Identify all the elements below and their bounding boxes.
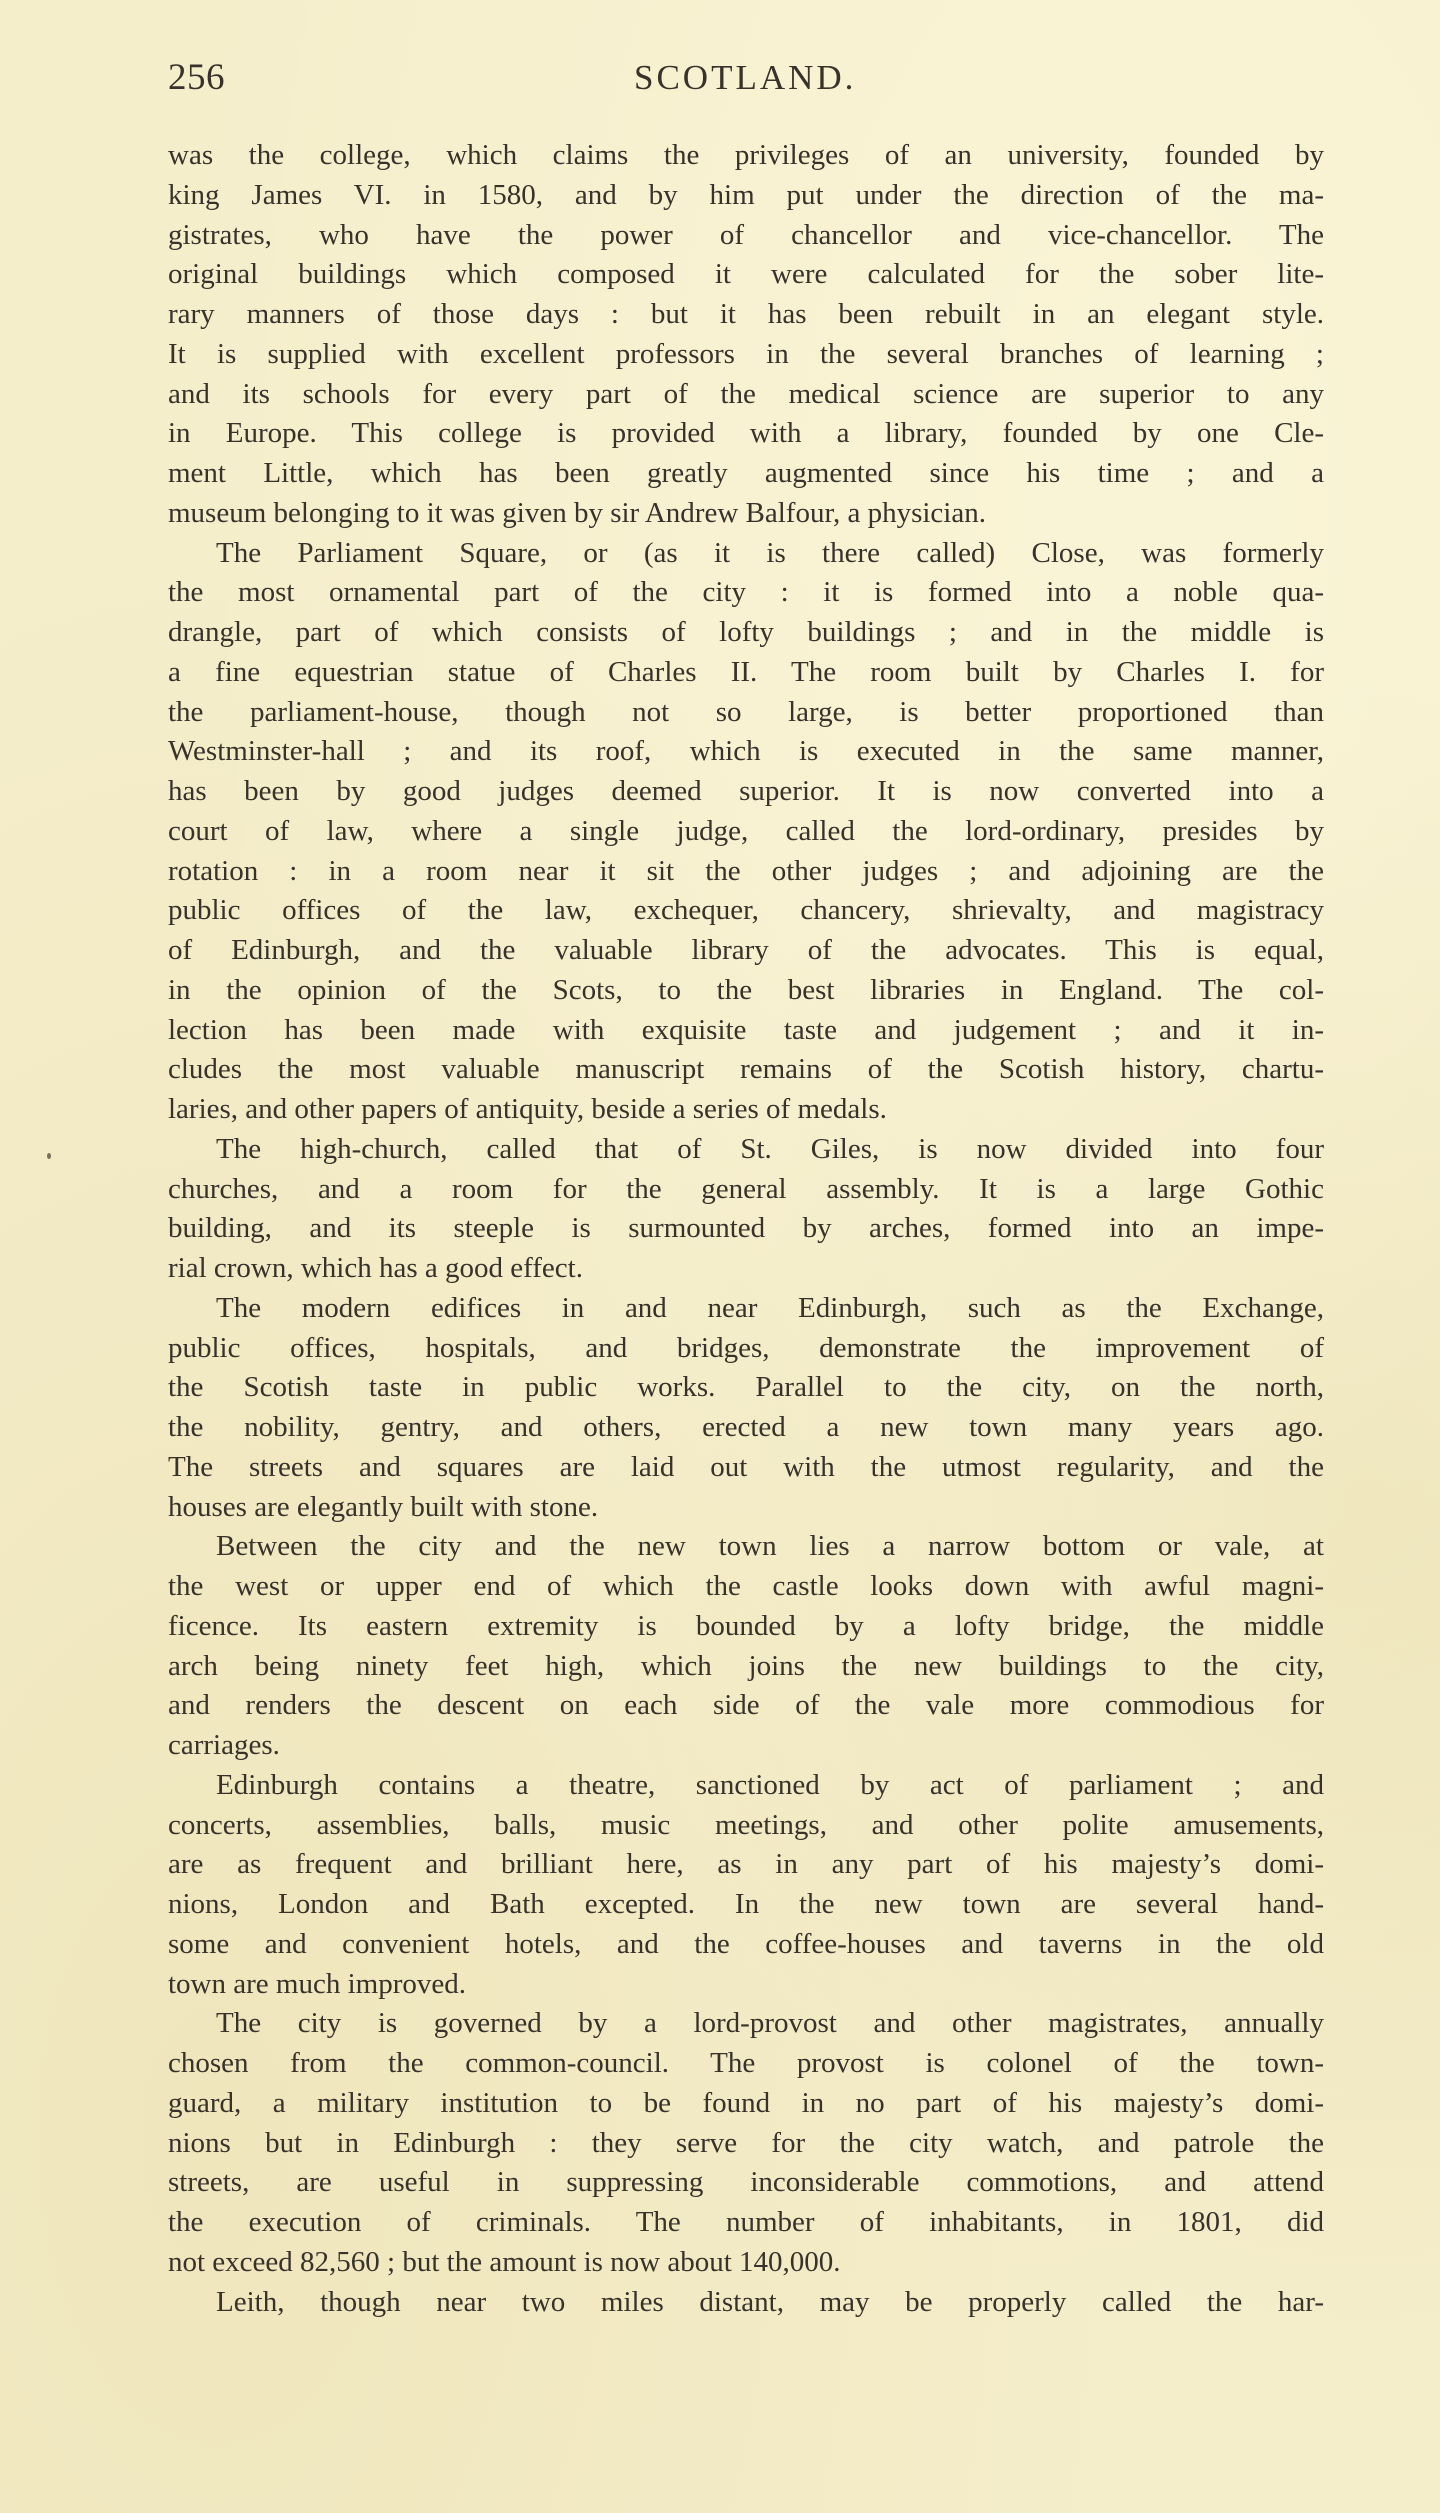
text-line: carriages.	[168, 1729, 280, 1761]
text-line: the most ornamental part of the city : it is formed into a noble qua-	[168, 576, 1324, 609]
text-line: museum belonging to it was given by sir Andrew Balfour, a physician.	[168, 496, 986, 529]
text-line: some and convenient hotels, and the coffee-houses and taverns in the old	[168, 1927, 1324, 1960]
text-line: public offices, hospitals, and bridges, demonstrate the improvement of	[168, 1331, 1324, 1364]
text-line: ficence. Its eastern extremity is bounded by a lofty bridge, the middle	[168, 1609, 1324, 1642]
text-line: Between the city and the new town lies a narrow bottom or vale, at	[216, 1530, 1324, 1563]
text-line: The city is governed by a lord-provost and other magistrates, annually	[216, 2007, 1324, 2040]
text-line: was the college, which claims the privileges of an university, founded by	[168, 139, 1324, 171]
text-line: king James VI. in 1580, and by him put under the direction of the ma-	[168, 178, 1324, 211]
text-line: gistrates, who have the power of chancellor and vice-chancellor. The	[168, 218, 1324, 251]
text-line: The modern edifices in and near Edinburgh, such as the Exchange,	[216, 1291, 1324, 1324]
text-line: chosen from the common-council. The provost is colonel of the town-	[168, 2047, 1324, 2079]
text-line: building, and its steeple is surmounted by arches, formed into an impe-	[168, 1212, 1324, 1245]
text-line: nions, London and Bath excepted. In the new town are several hand-	[168, 1888, 1324, 1920]
paragraph	[168, 1766, 1324, 2005]
text-line: Leith, though near two miles distant, may be properly called the har-	[216, 2285, 1324, 2318]
text-line: rotation : in a room near it sit the other judges ; and adjoining are the	[168, 854, 1324, 887]
text-line: a fine equestrian statue of Charles II. The room built by Charles I. for	[168, 655, 1324, 688]
text-line: lection has been made with exquisite taste and judgement ; and it in-	[168, 1013, 1324, 1046]
text-line: court of law, where a single judge, called the lord-ordinary, presides by	[168, 814, 1324, 847]
text-line: churches, and a room for the general assembly. It is a large Gothic	[168, 1172, 1324, 1205]
text-line: It is supplied with excellent professors in the several branches of learning ;	[168, 337, 1324, 370]
text-line: the execution of criminals. The number of inhabitants, in 1801, did	[168, 2206, 1324, 2238]
paragraph	[168, 2283, 1324, 2323]
text-line: has been by good judges deemed superior. It is now converted into a	[168, 775, 1324, 807]
body-text	[168, 136, 1324, 2322]
text-line: concerts, assemblies, balls, music meetings, and other polite amusements,	[168, 1808, 1324, 1841]
paragraph	[168, 1289, 1324, 1528]
page-number: 256	[168, 57, 225, 98]
text-line: guard, a military institution to be found in no part of his majesty’s domi-	[168, 2086, 1324, 2119]
text-line: and its schools for every part of the medical science are superior to any	[168, 377, 1324, 410]
text-line: houses are elegantly built with stone.	[168, 1490, 599, 1523]
text-line: in Europe. This college is provided with a library, founded by one Cle-	[168, 417, 1324, 450]
paragraph	[168, 1130, 1324, 1289]
running-title: SCOTLAND.	[634, 58, 857, 97]
running-head	[168, 58, 1324, 98]
text-line: nions but in Edinburgh : they serve for the city watch, and patrole the	[168, 2126, 1324, 2159]
text-line: streets, are useful in suppressing inconsiderable commotions, and attend	[168, 2166, 1324, 2199]
text-line: arch being ninety feet high, which joins the new buildings to the city,	[168, 1649, 1324, 1682]
text-line: the west or upper end of which the castle looks down with awful magni-	[168, 1570, 1324, 1602]
text-line: not exceed 82,560 ; but the amount is now about 140,000.	[168, 2245, 841, 2278]
paragraph	[168, 136, 1324, 534]
paragraph	[168, 534, 1324, 1130]
text-line: town are much improved.	[168, 1967, 466, 2000]
text-line: laries, and other papers of antiquity, beside a series of medals.	[168, 1093, 887, 1125]
text-line: Westminster-hall ; and its roof, which is executed in the same manner,	[168, 735, 1324, 768]
text-line: are as frequent and brilliant here, as in any part of his majesty’s domi-	[168, 1848, 1324, 1881]
text-line: public offices of the law, exchequer, chancery, shrievalty, and magistracy	[168, 894, 1324, 927]
text-line: of Edinburgh, and the valuable library of the advocates. This is equal,	[168, 934, 1324, 966]
ink-speck	[47, 1153, 51, 1159]
text-line: The streets and squares are laid out with the utmost regularity, and the	[168, 1450, 1324, 1483]
text-line: in the opinion of the Scots, to the best libraries in England. The col-	[168, 973, 1324, 1006]
text-line: ment Little, which has been greatly augmented since his time ; and a	[168, 457, 1324, 489]
text-line: drangle, part of which consists of lofty buildings ; and in the middle is	[168, 616, 1324, 648]
text-line: the Scotish taste in public works. Parallel to the city, on the north,	[168, 1371, 1324, 1404]
text-line: cludes the most valuable manuscript remains of the Scotish history, chartu-	[168, 1053, 1324, 1086]
text-line: the nobility, gentry, and others, erected a new town many years ago.	[168, 1411, 1324, 1443]
text-line: rial crown, which has a good effect.	[168, 1252, 583, 1284]
text-line: The high-church, called that of St. Giles, is now divided into four	[216, 1132, 1324, 1165]
text-line: and renders the descent on each side of the vale more commodious for	[168, 1689, 1324, 1722]
text-line: Edinburgh contains a theatre, sanctioned by act of parliament ; and	[216, 1768, 1324, 1801]
text-line: the parliament-house, though not so large, is better proportioned than	[168, 695, 1324, 728]
text-line: rary manners of those days : but it has been rebuilt in an elegant style.	[168, 298, 1324, 330]
text-line: The Parliament Square, or (as it is there called) Close, was formerly	[216, 536, 1324, 569]
text-line: original buildings which composed it were calculated for the sober lite-	[168, 258, 1324, 291]
paragraph	[168, 2004, 1324, 2282]
paragraph	[168, 1527, 1324, 1766]
